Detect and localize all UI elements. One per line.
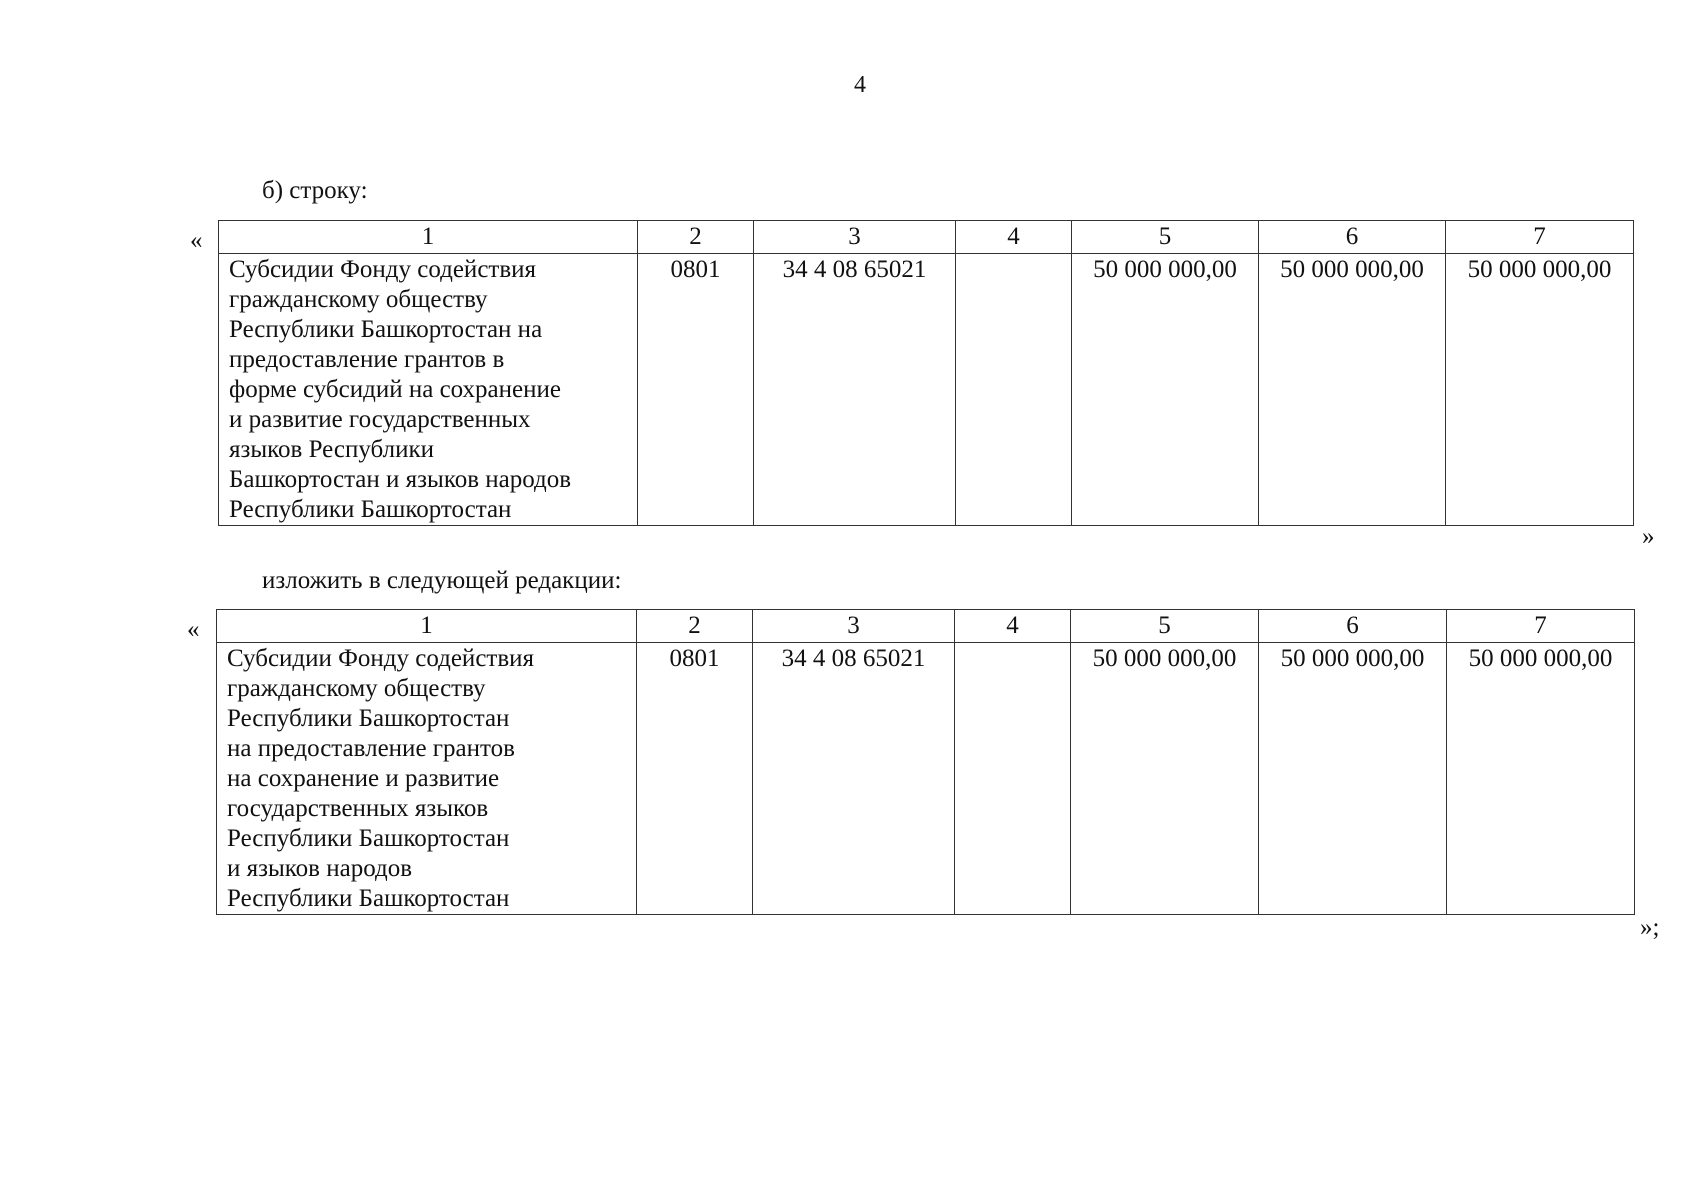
col-header-3: 3	[754, 221, 956, 254]
col-header-4: 4	[956, 221, 1072, 254]
col-header-2: 2	[638, 221, 754, 254]
description-line: Республики Башкортостан	[227, 885, 510, 912]
col-header-7: 7	[1446, 221, 1634, 254]
table-row	[217, 643, 1635, 915]
col-header-5: 5	[1072, 221, 1259, 254]
amount-year2: 50 000 000,00	[1259, 643, 1447, 915]
row-description	[219, 254, 638, 526]
description-line: Республики Башкортостан на	[229, 316, 543, 343]
section-code: 0801	[637, 643, 753, 915]
description-line: Субсидии Фонду содействия	[229, 256, 537, 283]
section-code: 0801	[638, 254, 754, 526]
expense-type	[956, 254, 1072, 526]
column-number-row	[219, 221, 1634, 254]
close-quote-first: »	[1642, 523, 1655, 550]
amount-year2: 50 000 000,00	[1259, 254, 1446, 526]
description-line: и развитие государственных	[229, 406, 531, 433]
description-line: Башкортостан и языков народов	[229, 466, 572, 493]
description-line: на предоставление грантов	[227, 735, 515, 762]
col-header-3: 3	[753, 610, 955, 643]
col-header-7: 7	[1447, 610, 1635, 643]
description-line: языков Республики	[229, 436, 435, 463]
description-line: Республики Башкортостан	[229, 496, 512, 523]
old-row-table	[218, 220, 1634, 526]
row-description	[217, 643, 637, 915]
description-line: гражданскому обществу	[227, 675, 486, 702]
intro-label: б) строку:	[262, 177, 368, 204]
col-header-6: 6	[1259, 221, 1446, 254]
expense-type	[955, 643, 1071, 915]
amount-year1: 50 000 000,00	[1072, 254, 1259, 526]
description-line: и языков народов	[227, 855, 413, 882]
new-row-table	[216, 609, 1635, 915]
col-header-4: 4	[955, 610, 1071, 643]
description-line: Республики Башкортостан	[227, 705, 510, 732]
target-article: 34 4 08 65021	[753, 643, 955, 915]
page-number: 4	[854, 72, 866, 98]
description-line: государственных языков	[227, 795, 489, 822]
amount-year3: 50 000 000,00	[1446, 254, 1634, 526]
col-header-1: 1	[217, 610, 637, 643]
column-number-row	[217, 610, 1635, 643]
open-quote-first: «	[190, 227, 203, 254]
amount-year1: 50 000 000,00	[1071, 643, 1259, 915]
col-header-1: 1	[219, 221, 638, 254]
description-line: Республики Башкортостан	[227, 825, 510, 852]
description-line: предоставление грантов в	[229, 346, 505, 373]
target-article: 34 4 08 65021	[754, 254, 956, 526]
description-line: Субсидии Фонду содействия	[227, 645, 535, 672]
col-header-2: 2	[637, 610, 753, 643]
amount-year3: 50 000 000,00	[1447, 643, 1635, 915]
col-header-6: 6	[1259, 610, 1447, 643]
description-line: на сохранение и развитие	[227, 765, 500, 792]
close-quote-second: »;	[1640, 914, 1660, 941]
col-header-5: 5	[1071, 610, 1259, 643]
open-quote-second: «	[187, 616, 200, 643]
description-line: форме субсидий на сохранение	[229, 376, 561, 403]
table-row	[219, 254, 1634, 526]
transition-label: изложить в следующей редакции:	[262, 567, 622, 594]
description-line: гражданскому обществу	[229, 286, 488, 313]
